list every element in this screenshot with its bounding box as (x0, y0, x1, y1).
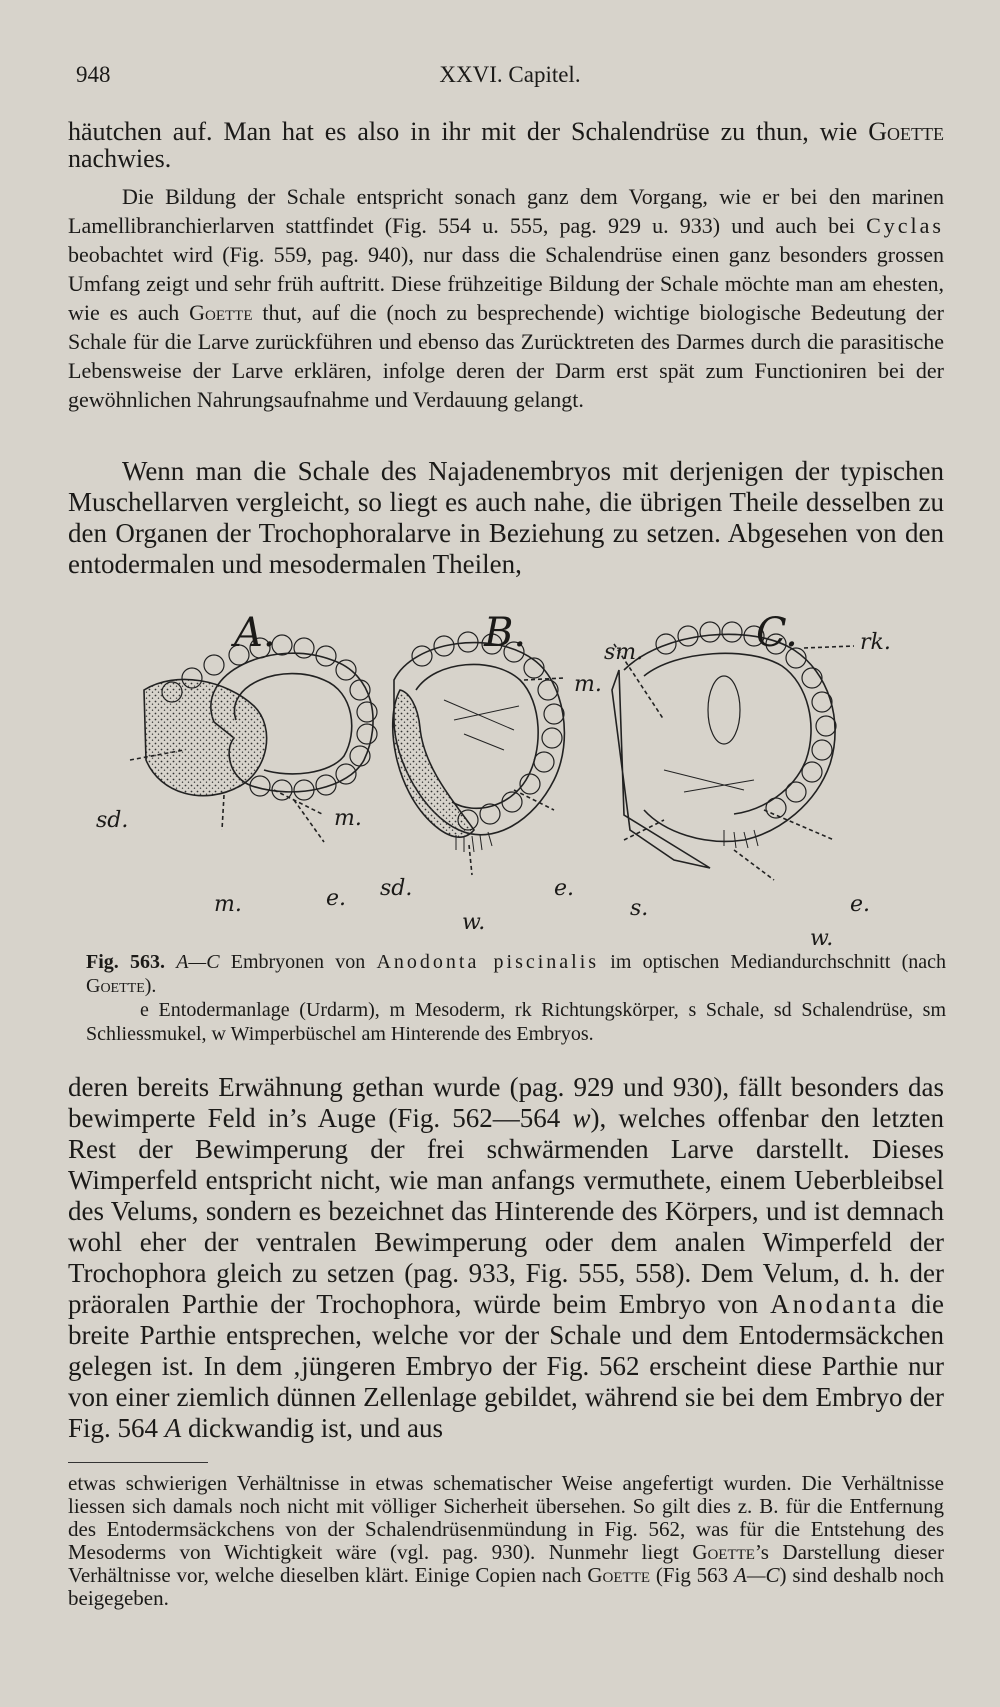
chapter-title: XXVI. Capitel. (439, 62, 581, 87)
embryo-c (612, 622, 854, 880)
figure-legend: e Entodermanlage (Urdarm), m Mesoderm, rk Richtungskörper, s Schale, sd Schalendrüse, sm Schliessmukel, w Wimperbüschel am Hinterende des Embryos. (86, 999, 946, 1045)
figure-number: Fig. 563. (86, 951, 165, 973)
label-a-e: e. (326, 886, 347, 911)
page-number: 948 (76, 62, 111, 87)
label-b-sd: sd. (380, 876, 413, 901)
footnote-rule (68, 1462, 208, 1463)
label-a-m-right: m. (334, 806, 362, 831)
label-c-sm: sm. (604, 640, 644, 665)
author-name: Goette (868, 117, 944, 146)
footnote: etwas schwierigen Verhältnisse in etwas schematischer Weise angefertigt wurden. Die Verhältnisse liessen sich damals noch nicht mit völliger Sicherheit übersehen. So gilt dies z. B. für die Entfernung des Entodermsäckchens von der Schalendrüsenmündung in Fig. 562, was für die Entstehung des Mesoderms von Wichtigkeit wäre (vgl. pag. 930). Nunmehr liegt Goette’s Darstellung dieser Verhältnisse vor, welche dieselben klärt. Einige Copien nach Goette (Fig 563 A—C) sind deshalb noch beigegeben. (68, 1471, 944, 1610)
label-a-m-bottom: m. (214, 892, 242, 917)
figure-563 (64, 610, 944, 950)
author-name: Goette (189, 300, 253, 325)
label-b-e: e. (554, 876, 575, 901)
label-c-e: e. (850, 892, 871, 917)
embryo-b (393, 632, 565, 875)
label-c-s: s. (630, 896, 649, 921)
large-paragraph-1: Wenn man die Schale des Najadenembryos mit derjenigen der typischen Muschellarven vergleicht, so liegt es auch nahe, die übrigen Theile desselben zu den Organen der Trochophoralarve in Beziehung zu setzen. Abgesehen von den entodermalen und mesodermalen Theilen, (68, 456, 944, 579)
large-paragraph-2: deren bereits Erwähnung gethan wurde (pag. 929 und 930), fällt besonders das bewimperte Feld in’s Auge (Fig. 562—564 w), welches offenbar den letzten Rest der Bewimperung der frei schwärmenden Larve darstellt. Dieses Wimperfeld entspricht nicht, wie man anfangs vermuthete, einem Ueberbleibsel des Velums, sondern es bezeichnet das Hinterende des Körpers, und ist demnach wohl eher der ventralen Bewimperung oder dem analen Wimperfeld der Trochophora gleich zu setzen (pag. 933, Fig. 555, 558). Dem Velum, d. h. der präoralen Parthie der Trochophora, würde beim Embryo von Anodanta die breite Parthie entsprechen, welche vor der Schale und dem Entodermsäckchen gelegen ist. In dem ‚jüngeren Embryo der Fig. 562 erscheint diese Parthie nur von einer ziemlich dünnen Zellenlage gebildet, während sie bei dem Embryo der Fig. 564 A dickwandig ist, und aus (68, 1072, 944, 1443)
panel-label-a: A. (234, 610, 276, 656)
species-name: Anodonta piscinalis (376, 951, 600, 973)
label-b-w: w. (462, 910, 486, 935)
panel-label-b: B. (484, 610, 527, 656)
figure-caption: Fig. 563. A—C Embryonen von Anodonta piscinalis im optischen Mediandurchschnitt (nach Goette). e Entodermanlage (Urdarm), m Mesoderm, rk Richtungskörper, s Schale, sd Schalendrüse, sm Schliessmukel, w Wimperbüschel am Hinterende des Embryos. (86, 951, 946, 1045)
panel-label-c: C. (756, 610, 798, 656)
embryo-illustration (64, 610, 944, 950)
paragraph-continued: häutchen auf. Man hat es also in ihr mit der Schalendrüse zu thun, wie Goette nachwies. (68, 117, 944, 173)
small-paragraph: Die Bildung der Schale entspricht sonach ganz dem Vorgang, wie er bei den marinen Lamellibranchierlarven stattfindet (Fig. 554 u. 555, pag. 929 u. 933) und auch bei Cyclas beobachtet wird (Fig. 559, pag. 940), nur dass die Schalendrüse einen ganz besonders grossen Umfang zeigt und sehr früh auftritt. Diese frühzeitige Bildung der Schale möchte man am ehesten, wie es auch Goette thut, auf die (noch zu besprechende) wichtige biologische Bedeutung der Schale für die Larve zurückführen und ebenso das Zurücktreten des Darmes durch die parasitische Lebensweise der Larve erklären, infolge deren der Darm erst spät zum Functioniren bei der gewöhnlichen Nahrungsaufnahme und Verdauung gelangt. (68, 184, 944, 412)
genus-name: Anodanta (770, 1289, 900, 1319)
label-c-w: w. (810, 926, 834, 951)
running-header (76, 62, 944, 92)
label-c-rk: rk. (860, 630, 891, 655)
label-b-m: m. (574, 672, 602, 697)
genus-name: Cyclas (866, 213, 944, 238)
label-a-sd: sd. (96, 808, 129, 833)
body-text-top (68, 118, 944, 172)
